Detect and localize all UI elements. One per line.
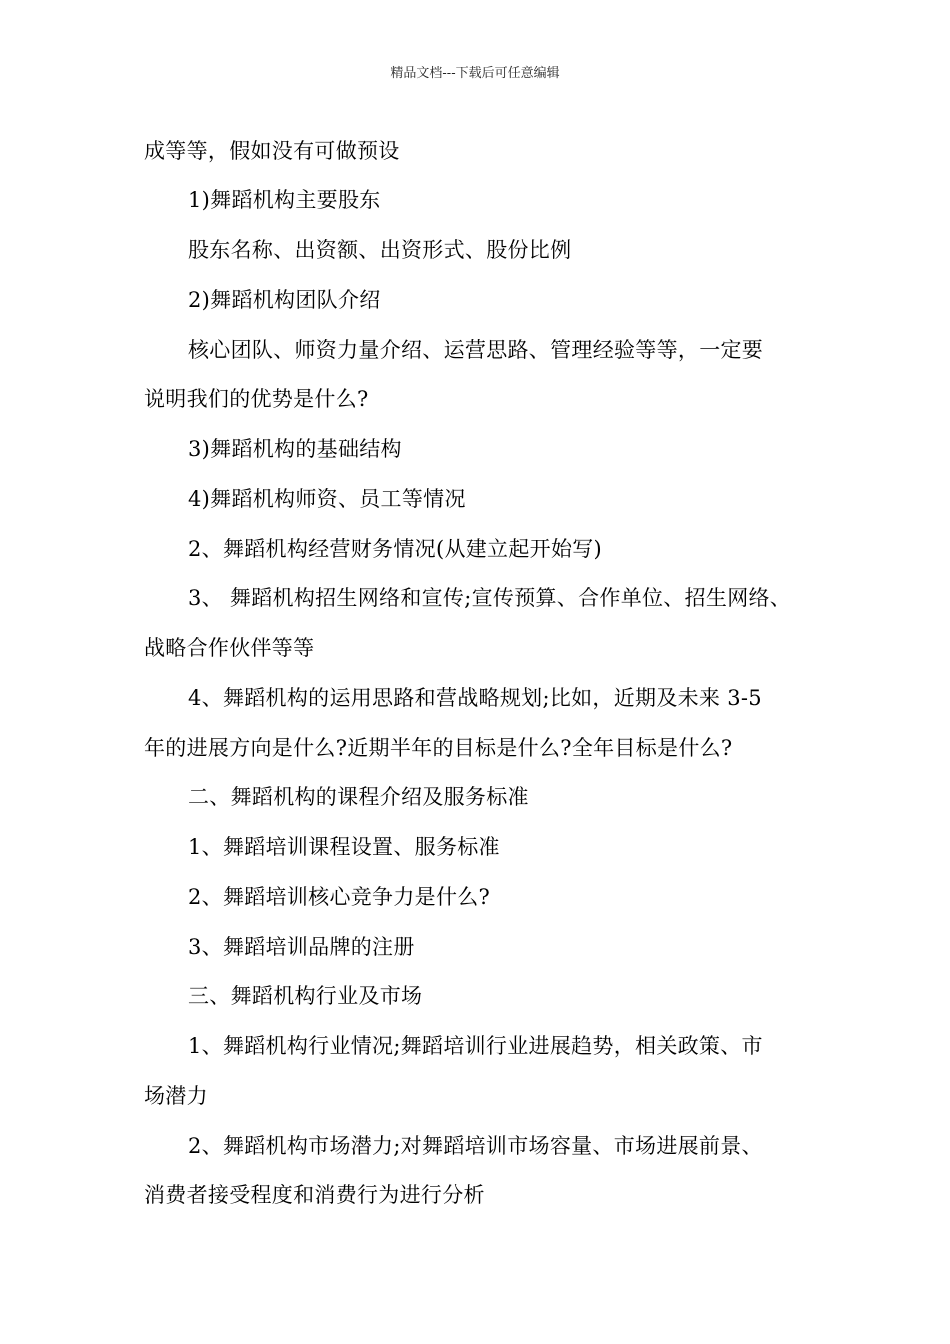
text-line: 2、舞蹈培训核心竞争力是什么? — [188, 885, 491, 909]
text-line: 3、 舞蹈机构招生网络和宣传;宣传预算、合作单位、招生网络、 — [188, 586, 792, 610]
text-line: 股东名称、出资额、出资形式、股份比例 — [188, 238, 572, 262]
text-line: 4、舞蹈机构的运用思路和营战略规划;比如，近期及未来 3-5 — [188, 686, 762, 710]
page-header: 精品文档---下载后可任意编辑 — [390, 66, 560, 81]
text-line: 场潜力 — [144, 1084, 208, 1108]
text-line: 三、舞蹈机构行业及市场 — [188, 984, 423, 1008]
text-line: 消费者接受程度和消费行为进行分析 — [144, 1183, 485, 1207]
text-line: 3)舞蹈机构的基础结构 — [188, 437, 402, 461]
text-line: 1、舞蹈机构行业情况;舞蹈培训行业进展趋势，相关政策、市 — [188, 1034, 763, 1058]
text-line: 说明我们的优势是什么? — [144, 387, 369, 411]
text-line: 2、舞蹈机构经营财务情况(从建立起开始写) — [188, 537, 603, 561]
text-line: 4)舞蹈机构师资、员工等情况 — [188, 487, 466, 511]
text-line: 1)舞蹈机构主要股东 — [188, 188, 381, 212]
text-line: 核心团队、师资力量介绍、运营思路、管理经验等等，一定要 — [188, 338, 764, 362]
text-line: 年的进展方向是什么?近期半年的目标是什么?全年目标是什么? — [144, 736, 733, 760]
text-line: 3、舞蹈培训品牌的注册 — [188, 935, 415, 959]
text-line: 成等等，假如没有可做预设 — [144, 139, 400, 163]
text-line: 2、舞蹈机构市场潜力;对舞蹈培训市场容量、市场进展前景、 — [188, 1134, 763, 1158]
text-line: 1、舞蹈培训课程设置、服务标准 — [188, 835, 500, 859]
text-line: 2)舞蹈机构团队介绍 — [188, 288, 381, 312]
text-line: 战略合作伙伴等等 — [144, 636, 315, 660]
text-line: 二、舞蹈机构的课程介绍及服务标准 — [188, 785, 529, 809]
